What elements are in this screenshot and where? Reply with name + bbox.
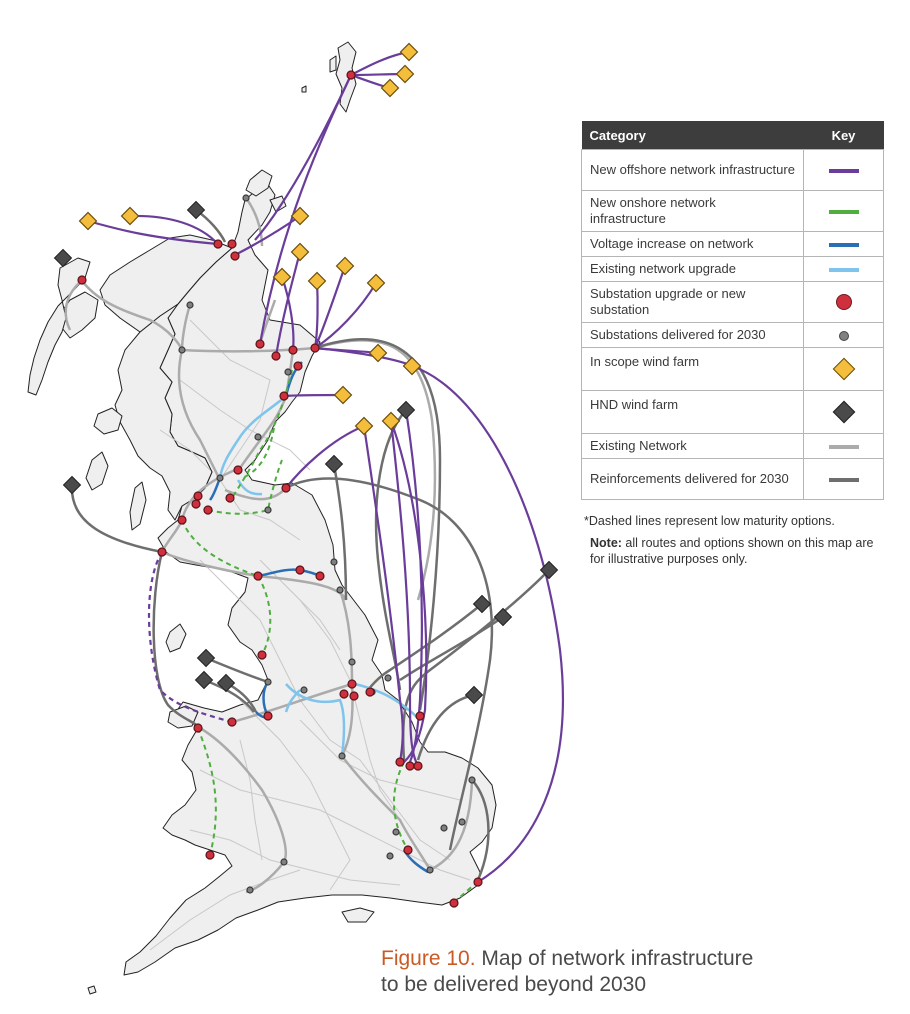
substation-upgrade: [214, 240, 222, 248]
legend-row: [582, 348, 884, 391]
onshore-line-swatch: [829, 210, 859, 214]
substation-upgrade: [416, 712, 424, 720]
legend-label: Existing Network: [582, 434, 804, 459]
substation-2030: [243, 195, 249, 201]
substation-upgrade: [450, 899, 458, 907]
reinforcement-swatch: [829, 478, 859, 482]
in-scope-wind-farm: [337, 258, 354, 275]
hnd-wind-farm: [198, 650, 215, 667]
kintyre-arran: [130, 482, 146, 530]
in-scope-wind-farm: [309, 273, 326, 290]
in-scope-wind-farm: [383, 413, 400, 430]
caption-line-1: [381, 946, 901, 972]
note-text: all routes and options shown on this map are for illustrative purposes only.: [590, 536, 874, 566]
note-label: Note:: [590, 536, 622, 550]
substation-upgrade: [158, 548, 166, 556]
substation-upgrade: [178, 516, 186, 524]
legend-row: [582, 257, 884, 282]
substation-upgrade: [280, 392, 288, 400]
scilly: [88, 986, 96, 994]
substation-2030: [247, 887, 253, 893]
substation-2030: [179, 347, 185, 353]
substation-upgrade: [194, 724, 202, 732]
legend-label: Voltage increase on network: [582, 232, 804, 257]
substation-upgrade: [340, 690, 348, 698]
substation-upgrade: [474, 878, 482, 886]
substation-2030: [385, 675, 391, 681]
hnd-wind-farm: [196, 672, 213, 689]
substation-upgrade: [272, 352, 280, 360]
in-scope-wind-farm: [368, 275, 385, 292]
in-scope-wind-farm: [356, 418, 373, 435]
voltage-line-swatch: [829, 243, 859, 247]
substation-upgrade: [204, 506, 212, 514]
substation-upgrade: [282, 484, 290, 492]
legend-row: [582, 323, 884, 348]
legend-label: Substation upgrade or new substation: [582, 282, 804, 323]
hnd-wind-farm: [466, 687, 483, 704]
substation-upgrade-swatch: [836, 294, 852, 310]
substation-2030: [331, 559, 337, 565]
substation-upgrade: [347, 71, 355, 79]
legend-label: HND wind farm: [582, 391, 804, 434]
substation-upgrade: [226, 494, 234, 502]
legend-label: Substations delivered for 2030: [582, 323, 804, 348]
dashed-note: *Dashed lines represent low maturity options.: [584, 514, 835, 528]
legend-row: [582, 434, 884, 459]
caption-title-line1: Map of network infrastructure: [475, 947, 754, 970]
legend-label: New offshore network infrastructure: [582, 150, 804, 191]
substation-2030: [217, 475, 223, 481]
substation-upgrade: [228, 240, 236, 248]
hnd-wind-farm: [495, 609, 512, 626]
legend-row: [582, 391, 884, 434]
substation-2030: [187, 302, 193, 308]
substation-2030: [469, 777, 475, 783]
substation-upgrade: [348, 680, 356, 688]
substation-2030: [337, 587, 343, 593]
hnd-wind-swatch: [832, 401, 855, 424]
in-scope-wind-farm: [292, 244, 309, 261]
substation-2030: [339, 753, 345, 759]
substation-2030: [281, 859, 287, 865]
legend-label: New onshore network infrastructure: [582, 191, 804, 232]
substation-upgrade: [78, 276, 86, 284]
substation-2030: [285, 369, 291, 375]
in-scope-wind-farm: [397, 66, 414, 83]
substation-upgrade: [396, 758, 404, 766]
substation-2030: [459, 819, 465, 825]
substation-upgrade: [234, 466, 242, 474]
caption-title-line2: to be delivered beyond 2030: [381, 973, 647, 996]
upgrade-line-swatch: [829, 268, 859, 272]
legend-table: [581, 121, 884, 500]
legend-header-category: Category: [582, 121, 804, 150]
substation-upgrade: [228, 718, 236, 726]
substation-upgrade: [296, 566, 304, 574]
legend-row: [582, 150, 884, 191]
fair-isle: [302, 86, 306, 92]
existing-network-swatch: [829, 445, 859, 449]
in-scope-wind-farm: [401, 44, 418, 61]
substation-upgrade: [194, 492, 202, 500]
substation-upgrade: [206, 851, 214, 859]
substation-2030: [265, 679, 271, 685]
in-scope-wind-farm: [80, 213, 97, 230]
substation-2030: [255, 434, 261, 440]
substation-upgrade: [294, 362, 302, 370]
substation-upgrade: [311, 344, 319, 352]
substation-upgrade: [414, 762, 422, 770]
isle-of-wight: [342, 908, 374, 922]
legend-header-key: Key: [804, 121, 884, 150]
substation-2030-swatch: [839, 331, 849, 341]
legend-label: Reinforcements delivered for 2030: [582, 459, 804, 500]
map-notes: [584, 513, 884, 573]
substation-upgrade: [406, 762, 414, 770]
substation-upgrade: [254, 572, 262, 580]
substation-upgrade: [231, 252, 239, 260]
hnd-wind-farm: [64, 477, 81, 494]
figure-number: Figure 10.: [381, 947, 476, 970]
in-scope-wind-swatch: [832, 358, 855, 381]
legend-row: [582, 459, 884, 500]
legend-label: In scope wind farm: [582, 348, 804, 391]
substation-2030: [427, 867, 433, 873]
substation-2030: [387, 853, 393, 859]
legend-label: Existing network upgrade: [582, 257, 804, 282]
substation-upgrade: [258, 651, 266, 659]
substation-2030: [265, 507, 271, 513]
islay-jura: [86, 452, 108, 490]
substation-upgrade: [289, 346, 297, 354]
substation-2030: [349, 659, 355, 665]
substation-upgrade: [264, 712, 272, 720]
isle-of-man: [166, 624, 186, 652]
substation-upgrade: [404, 846, 412, 854]
substation-upgrade: [192, 500, 200, 508]
in-scope-wind-farm: [382, 80, 399, 97]
substation-2030: [441, 825, 447, 831]
legend-row: [582, 282, 884, 323]
hnd-wind-farm: [218, 675, 235, 692]
substation-upgrade: [350, 692, 358, 700]
legend-row: [582, 232, 884, 257]
in-scope-wind-farm: [335, 387, 352, 404]
offshore-line-swatch: [829, 169, 859, 173]
substation-2030: [301, 687, 307, 693]
substation-upgrade: [316, 572, 324, 580]
legend-header: [582, 121, 884, 150]
substation-upgrade: [366, 688, 374, 696]
substation-2030: [393, 829, 399, 835]
hnd-wind-farm: [326, 456, 343, 473]
legend-row: [582, 191, 884, 232]
substation-upgrade: [256, 340, 264, 348]
illustrative-note: [584, 535, 884, 567]
in-scope-wind-farm: [122, 208, 139, 225]
figure-caption: [381, 946, 901, 998]
land-masses: [28, 42, 496, 994]
